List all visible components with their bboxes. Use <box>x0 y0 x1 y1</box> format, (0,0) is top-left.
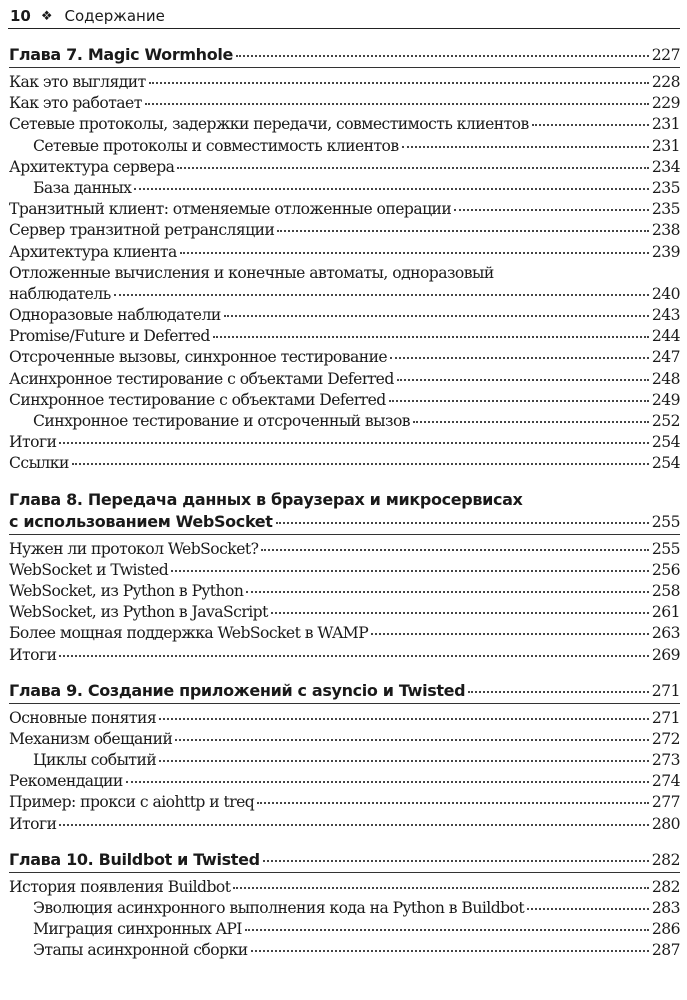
entry-title: наблюдатель <box>9 284 111 303</box>
entry-page-number: 287 <box>651 941 680 960</box>
entry-row <box>9 432 680 453</box>
table-of-contents <box>9 44 680 976</box>
entry-title: Рекомендации <box>9 772 123 791</box>
toc-entry[interactable] <box>9 645 680 666</box>
toc-entry[interactable] <box>9 326 680 347</box>
entry-row <box>9 708 680 729</box>
dot-leader <box>263 860 649 862</box>
entry-page-number: 282 <box>651 877 680 896</box>
entry-page-number: 240 <box>651 284 680 303</box>
dot-leader <box>126 781 649 783</box>
dot-leader <box>180 252 649 254</box>
page-header <box>10 4 678 28</box>
toc-subentry[interactable] <box>9 178 680 199</box>
toc-entry[interactable] <box>9 729 680 750</box>
diamond-separator-icon: ❖ <box>40 8 53 24</box>
dot-leader <box>251 950 649 952</box>
entry-title: Сетевые протоколы, задержки передачи, совместимость клиентов <box>9 115 529 134</box>
chapter-page-number: 227 <box>651 46 680 64</box>
toc-entry[interactable] <box>9 242 680 263</box>
entry-page-number: 272 <box>651 729 680 748</box>
chapter-rule <box>9 67 680 68</box>
entry-row <box>33 136 680 157</box>
toc-entry[interactable] <box>9 539 680 560</box>
entry-row <box>9 114 680 135</box>
dot-leader <box>72 463 649 465</box>
toc-subentry[interactable] <box>9 919 680 940</box>
toc-subentry[interactable] <box>9 750 680 771</box>
entry-page-number: 235 <box>651 178 680 197</box>
entry-page-number: 256 <box>651 560 680 579</box>
toc-entry[interactable] <box>9 347 680 368</box>
entry-page-number: 271 <box>651 708 680 727</box>
entry-row <box>9 453 680 474</box>
entry-row <box>33 178 680 199</box>
chapter-section <box>9 849 680 962</box>
entry-page-number: 286 <box>651 920 680 939</box>
entry-title: Итоги <box>9 433 57 452</box>
entry-row <box>9 93 680 114</box>
dot-leader <box>532 124 649 126</box>
dot-leader <box>175 739 649 741</box>
dot-leader <box>159 718 649 720</box>
dot-leader <box>257 802 649 804</box>
dot-leader <box>468 691 648 693</box>
chapter-section <box>9 489 680 666</box>
toc-subentry[interactable] <box>9 940 680 961</box>
dot-leader <box>261 549 648 551</box>
entry-title: WebSocket, из Python в Python <box>9 581 244 600</box>
entry-title: Ссылки <box>9 454 69 473</box>
entry-title: Как это работает <box>9 94 142 113</box>
chapter-title-line: Глава 8. Передача данных в браузерах и микросервисах <box>9 489 523 509</box>
entry-row <box>9 390 680 411</box>
dot-leader <box>402 146 649 148</box>
toc-entry[interactable] <box>9 114 680 135</box>
chapter-heading[interactable] <box>9 680 680 702</box>
entry-row <box>9 560 680 581</box>
entry-title-line: Отложенные вычисления и конечные автоматы, одноразовый <box>9 263 494 282</box>
entry-title: Итоги <box>9 645 57 664</box>
entry-title: Сервер транзитной ретрансляции <box>9 221 275 240</box>
entry-row <box>9 157 680 178</box>
toc-entry[interactable] <box>9 771 680 792</box>
chapter-heading-row <box>9 680 680 702</box>
dot-leader <box>59 442 648 444</box>
entry-row <box>9 220 680 241</box>
dot-leader <box>145 103 649 105</box>
chapter-heading[interactable] <box>9 44 680 66</box>
entry-title: Promise/Future и Deferred <box>9 327 210 346</box>
toc-entry[interactable] <box>9 263 680 305</box>
chapter-rule <box>9 872 680 873</box>
chapter-heading-row <box>9 511 680 533</box>
toc-entry[interactable] <box>9 72 680 93</box>
entry-row <box>9 369 680 390</box>
entry-title: Синхронное тестирование и отсроченный вызов <box>33 412 411 431</box>
entry-row <box>33 940 680 961</box>
entry-row <box>9 814 680 835</box>
dot-leader <box>413 421 649 423</box>
entry-page-number: 277 <box>651 793 680 812</box>
entry-page-number: 255 <box>651 539 680 558</box>
toc-entry[interactable] <box>9 93 680 114</box>
entry-title: Синхронное тестирование с объектами Deferred <box>9 390 386 409</box>
toc-entry[interactable] <box>9 220 680 241</box>
entry-page-number: 247 <box>651 348 680 367</box>
toc-subentry[interactable] <box>9 898 680 919</box>
toc-entry[interactable] <box>9 199 680 220</box>
entry-page-number: 249 <box>651 390 680 409</box>
dot-leader <box>397 379 649 381</box>
toc-entry[interactable] <box>9 623 680 644</box>
entry-row <box>33 898 680 919</box>
dot-leader <box>149 82 649 84</box>
dot-leader <box>276 522 649 524</box>
entry-title: Асинхронное тестирование с объектами Deferred <box>9 369 394 388</box>
chapter-rule <box>9 534 680 535</box>
entry-title: Этапы асинхронной сборки <box>33 941 248 960</box>
entry-row <box>9 877 680 898</box>
entry-page-number: 228 <box>651 73 680 91</box>
toc-entry[interactable] <box>9 560 680 581</box>
entry-title: Нужен ли протокол WebSocket? <box>9 539 259 558</box>
entry-title: Более мощная поддержка WebSocket в WAMP <box>9 624 369 643</box>
dot-leader <box>245 929 649 931</box>
entry-page-number: 283 <box>651 899 680 918</box>
chapter-title: Глава 10. Buildbot и Twisted <box>9 849 260 869</box>
entry-page-number: 239 <box>651 242 680 261</box>
entry-row <box>9 623 680 644</box>
toc-entry[interactable] <box>9 602 680 623</box>
chapter-section <box>9 44 680 475</box>
running-title: Содержание <box>64 7 165 25</box>
entry-title: Архитектура клиента <box>9 242 177 261</box>
chapter-heading-row <box>9 849 680 871</box>
entry-title: Сетевые протоколы и совместимость клиентов <box>33 136 399 155</box>
chapter-page-number: 255 <box>651 512 680 531</box>
dot-leader <box>59 824 648 826</box>
entry-title: База данных <box>33 178 132 197</box>
dot-leader <box>454 209 649 211</box>
toc-entry[interactable] <box>9 453 680 474</box>
chapter-title: Глава 7. Magic Wormhole <box>9 45 233 64</box>
entry-row <box>9 602 680 623</box>
entry-page-number: 244 <box>651 327 680 346</box>
entry-row <box>9 72 680 93</box>
chapter-section <box>9 680 680 835</box>
entry-row <box>9 305 680 326</box>
entry-page-number: 234 <box>651 157 680 176</box>
dot-leader <box>390 357 649 359</box>
entry-page-number: 258 <box>651 581 680 600</box>
dot-leader <box>236 55 649 57</box>
entry-row <box>33 411 680 432</box>
entry-row <box>9 771 680 792</box>
entry-page-number: 280 <box>651 814 680 833</box>
dot-leader <box>224 315 649 317</box>
dot-leader <box>371 633 649 635</box>
entry-page-number: 231 <box>651 136 680 155</box>
chapter-title: Глава 9. Создание приложений с asyncio и Twisted <box>9 680 466 700</box>
chapter-rule <box>9 703 680 704</box>
entry-title: WebSocket, из Python в JavaScript <box>9 603 268 622</box>
toc-entry[interactable] <box>9 708 680 729</box>
entry-row <box>9 645 680 666</box>
toc-subentry[interactable] <box>9 136 680 157</box>
dot-leader <box>171 570 649 572</box>
toc-entry[interactable] <box>9 390 680 411</box>
toc-entry[interactable] <box>9 581 680 602</box>
toc-subentry[interactable] <box>9 411 680 432</box>
entry-page-number: 229 <box>651 94 680 113</box>
entry-page-number: 252 <box>651 412 680 431</box>
dot-leader <box>271 612 649 614</box>
entry-title: Миграция синхронных API <box>33 920 242 939</box>
entry-page-number: 238 <box>651 221 680 240</box>
entry-page-number: 254 <box>651 454 680 473</box>
toc-entry[interactable] <box>9 792 680 813</box>
entry-page-number: 269 <box>651 645 680 664</box>
entry-title: Итоги <box>9 814 57 833</box>
entry-row <box>9 539 680 560</box>
chapter-heading[interactable] <box>9 849 680 871</box>
entry-page-number: 248 <box>651 369 680 388</box>
toc-entry[interactable] <box>9 369 680 390</box>
chapter-page-number: 282 <box>651 850 680 869</box>
entry-row <box>9 199 680 220</box>
entry-page-number: 261 <box>651 603 680 622</box>
dot-leader <box>233 887 648 889</box>
entry-row <box>33 919 680 940</box>
dot-leader <box>59 655 648 657</box>
entry-page-number: 274 <box>651 772 680 791</box>
page-number: 10 <box>10 7 31 25</box>
chapter-heading[interactable] <box>9 489 680 533</box>
chapter-title: с использованием WebSocket <box>9 511 273 531</box>
dot-leader <box>213 336 649 338</box>
entry-title: Отсроченные вызовы, синхронное тестирование <box>9 348 388 367</box>
entry-row <box>9 284 680 305</box>
dot-leader <box>177 167 648 169</box>
dot-leader <box>246 591 649 593</box>
entry-row <box>9 581 680 602</box>
entry-title: WebSocket и Twisted <box>9 560 169 579</box>
entry-page-number: 254 <box>651 433 680 452</box>
toc-entry[interactable] <box>9 814 680 835</box>
entry-row <box>9 242 680 263</box>
dot-leader <box>277 230 649 232</box>
dot-leader <box>134 188 649 190</box>
entry-page-number: 231 <box>651 115 680 134</box>
entry-title: Архитектура сервера <box>9 157 175 176</box>
dot-leader <box>527 908 649 910</box>
chapter-page-number: 271 <box>651 681 680 700</box>
entry-title: Эволюция асинхронного выполнения кода на Python в Buildbot <box>33 899 525 918</box>
entry-row <box>9 347 680 368</box>
chapter-heading-row <box>9 44 680 66</box>
toc-entry[interactable] <box>9 305 680 326</box>
entry-page-number: 263 <box>651 624 680 643</box>
entry-row <box>33 750 680 771</box>
header-divider <box>8 28 680 29</box>
entry-title: Основные понятия <box>9 708 157 727</box>
entry-title: Пример: прокси с aiohttp и treq <box>9 793 255 812</box>
entry-row <box>9 792 680 813</box>
dot-leader <box>389 400 649 402</box>
entry-title: Одноразовые наблюдатели <box>9 306 221 325</box>
entry-row <box>9 729 680 750</box>
entry-page-number: 273 <box>651 751 680 770</box>
entry-title: Механизм обещаний <box>9 729 173 748</box>
toc-entry[interactable] <box>9 432 680 453</box>
entry-page-number: 243 <box>651 306 680 325</box>
entry-title: Циклы событий <box>33 751 157 770</box>
dot-leader <box>114 294 649 296</box>
entry-row <box>9 326 680 347</box>
dot-leader <box>159 760 649 762</box>
entry-title: Как это выглядит <box>9 73 146 91</box>
entry-title: Транзитный клиент: отменяемые отложенные операции <box>9 200 452 219</box>
entry-page-number: 235 <box>651 200 680 219</box>
toc-entry[interactable] <box>9 877 680 898</box>
entry-title: История появления Buildbot <box>9 877 231 896</box>
toc-entry[interactable] <box>9 157 680 178</box>
